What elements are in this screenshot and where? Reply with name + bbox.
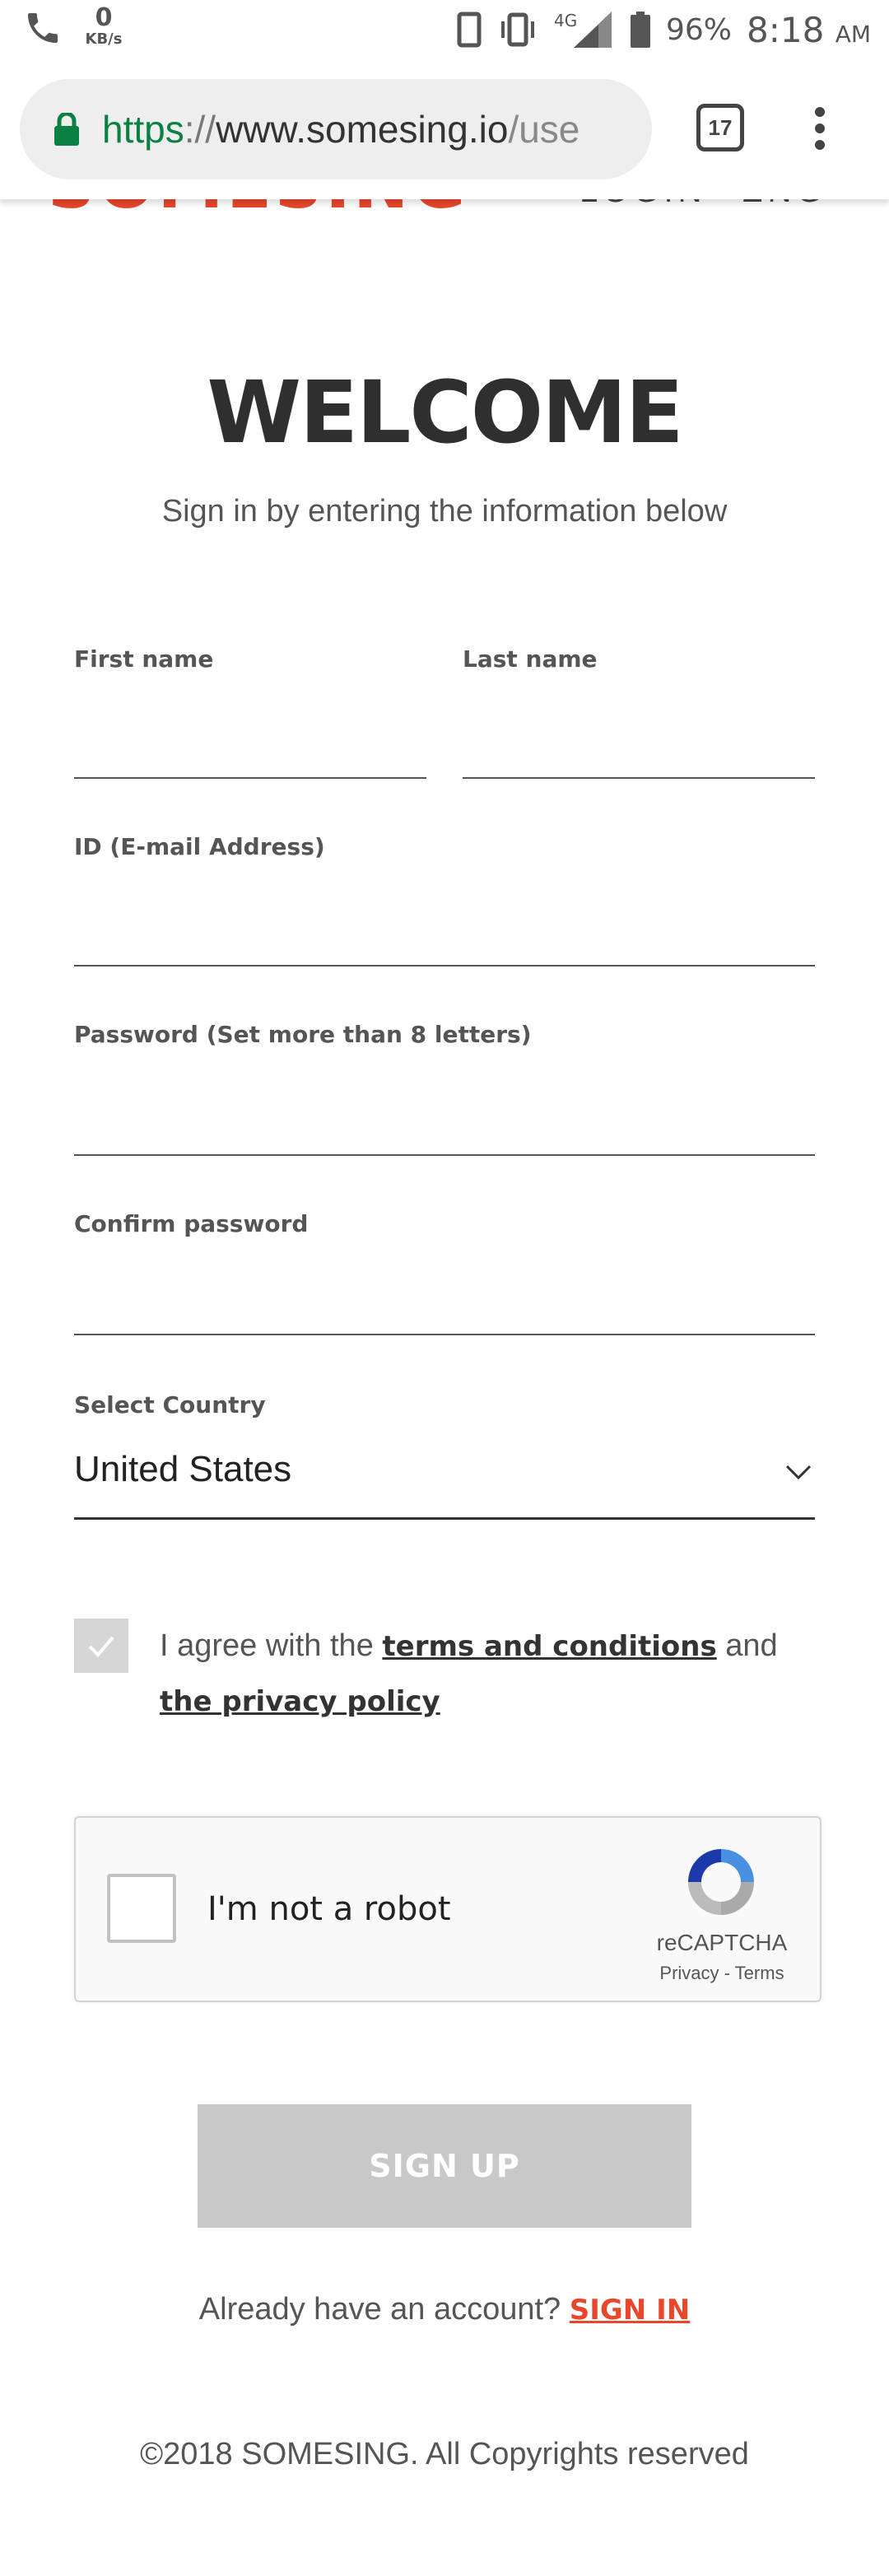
email-label: ID (E-mail Address) bbox=[74, 833, 325, 860]
signal-4g-icon bbox=[554, 10, 615, 49]
already-have-account bbox=[0, 2292, 889, 2327]
battery-icon bbox=[630, 12, 651, 48]
address-bar[interactable] bbox=[20, 79, 652, 179]
last-name-label: Last name bbox=[463, 645, 598, 673]
status-bar bbox=[0, 0, 889, 66]
url-path: /use bbox=[508, 108, 580, 151]
confirm-password-input[interactable] bbox=[74, 1278, 815, 1335]
url-host: www.somesing.io bbox=[216, 108, 509, 151]
chevron-down-icon bbox=[784, 1457, 813, 1487]
network-speed-unit: KB/s bbox=[85, 30, 123, 48]
first-name-label: First name bbox=[74, 645, 214, 673]
recaptcha-logo-icon bbox=[682, 1842, 761, 1922]
clock-time: 8:18 bbox=[747, 9, 825, 50]
url-scheme: https bbox=[102, 108, 184, 151]
country-label: Select Country bbox=[74, 1391, 266, 1418]
browser-toolbar bbox=[0, 66, 889, 199]
agree-text bbox=[160, 1619, 835, 1729]
confirm-password-label: Confirm password bbox=[74, 1210, 309, 1237]
tab-switcher-button[interactable] bbox=[696, 104, 744, 151]
agree-and: and bbox=[725, 1628, 778, 1663]
network-speed bbox=[79, 5, 128, 48]
check-icon bbox=[85, 1629, 118, 1662]
svg-text:4G: 4G bbox=[553, 11, 578, 30]
clock bbox=[747, 10, 871, 50]
phone-call-icon bbox=[23, 8, 63, 48]
page-subtitle: Sign in by entering the information below bbox=[161, 494, 728, 529]
status-icons bbox=[457, 0, 871, 59]
recaptcha-widget bbox=[74, 1816, 822, 2002]
sign-up-button[interactable]: SIGN UP bbox=[198, 2104, 691, 2228]
battery-percentage: 96% bbox=[665, 12, 732, 47]
privacy-policy-link[interactable]: the privacy policy bbox=[160, 1685, 440, 1718]
agree-checkbox[interactable] bbox=[74, 1619, 128, 1673]
recaptcha-checkbox[interactable] bbox=[107, 1874, 176, 1943]
vibrate-icon bbox=[496, 12, 539, 48]
page-title: WELCOME bbox=[207, 362, 682, 463]
email-input[interactable] bbox=[74, 909, 815, 967]
first-name-input[interactable] bbox=[74, 721, 426, 779]
terms-link[interactable]: terms and conditions bbox=[382, 1630, 717, 1663]
password-input[interactable] bbox=[74, 1098, 815, 1156]
copyright-text: ©2018 SOMESING. All Copyrights reserved bbox=[140, 2437, 749, 2471]
tab-count: 17 bbox=[708, 114, 733, 140]
recaptcha-brand: reCAPTCHA bbox=[656, 1930, 788, 1955]
network-speed-value: 0 bbox=[95, 3, 113, 32]
screen-rotation-icon bbox=[457, 12, 482, 48]
already-text: Already have an account? bbox=[198, 2292, 561, 2327]
overflow-menu-icon[interactable] bbox=[803, 104, 836, 156]
agree-prefix: I agree with the bbox=[160, 1628, 374, 1663]
country-selected-value: United States bbox=[74, 1449, 292, 1489]
url-separator: :// bbox=[184, 108, 216, 151]
password-label: Password (Set more than 8 letters) bbox=[74, 1021, 532, 1048]
country-select[interactable] bbox=[74, 1432, 815, 1520]
last-name-input[interactable] bbox=[463, 721, 815, 779]
recaptcha-privacy-terms-links[interactable]: Privacy - Terms bbox=[659, 1963, 784, 1983]
lock-icon bbox=[53, 113, 81, 146]
recaptcha-label: I'm not a robot bbox=[207, 1890, 451, 1928]
sign-in-link[interactable]: SIGN IN bbox=[569, 2294, 691, 2327]
url-text[interactable] bbox=[102, 107, 579, 151]
clock-ampm: AM bbox=[835, 20, 871, 48]
